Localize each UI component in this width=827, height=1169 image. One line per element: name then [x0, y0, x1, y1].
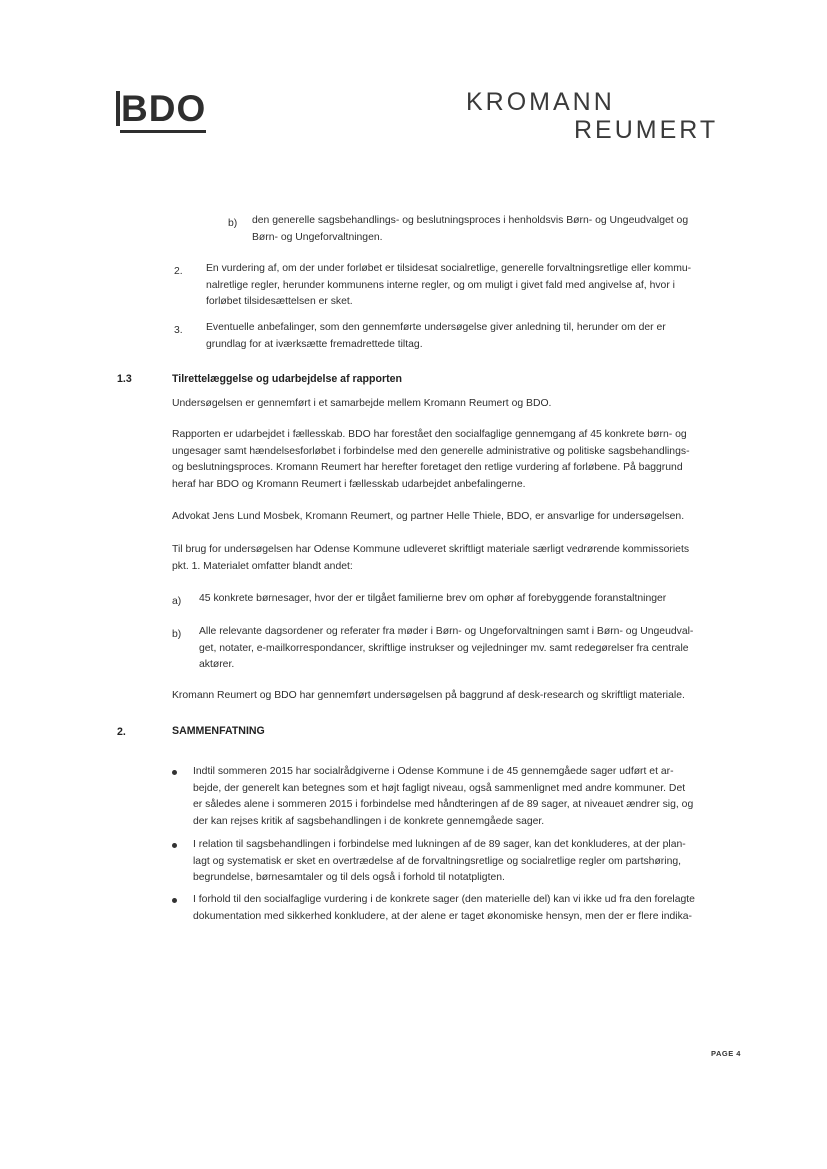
- list-marker-2: 2.: [174, 266, 183, 277]
- summary-bullet-2: [193, 837, 686, 887]
- text-line: I relation til sagsbehandlingen i forbindelse med lukningen af de 89 sager, kan det konkluderes, at der plan-: [193, 839, 686, 850]
- kromann-reumert-logo: [466, 88, 726, 144]
- section-1-3-para5: Kromann Reumert og BDO har gennemført undersøgelsen på baggrund af desk-research og skriftligt materiale.: [172, 690, 685, 701]
- bdo-logo-underline: [120, 130, 206, 133]
- list-item-2-text: [206, 261, 691, 311]
- section-2-title: SAMMENFATNING: [172, 725, 265, 737]
- text-line: nalretlige regler, herunder kommunens interne regler, og om muligt i givet fald med angivelse af, hvor i: [206, 279, 675, 291]
- text-line: bejde, der generelt kan betegnes som et højt fagligt niveau, også sammenlignet med andre kommuner. Det: [193, 782, 686, 794]
- section-1-3-para1: Undersøgelsen er gennemført i et samarbejde mellem Kromann Reumert og BDO.: [172, 398, 552, 409]
- list-marker-b2: b): [172, 629, 182, 640]
- list-item-3-text: [206, 320, 666, 353]
- text-line: ungesager samt hændelsesforløbet i forbindelse med den generelle administrative og politiske sagsbehandlings-: [172, 445, 690, 457]
- text-line: I forhold til den socialfaglige vurdering i de konkrete sager (den materielle del) kan vi ikke ud fra den forelagte: [193, 894, 695, 905]
- text-line: grundlag for at iværksætte fremadrettede tiltag.: [206, 338, 423, 350]
- list-marker-3: 3.: [174, 325, 183, 336]
- bdo-logo-bar: [116, 91, 120, 126]
- text-line: dokumentation med sikkerhed konkludere, at der alene er taget økonomiske hensyn, men der er flere indika-: [193, 910, 693, 922]
- kromann-logo-line1: KROMANN: [466, 88, 615, 116]
- section-2-number: 2.: [117, 726, 126, 738]
- summary-bullet-1: [193, 764, 693, 830]
- text-line: begrundelse, børnesamtaler og til dels også i forhold til notatpligten.: [193, 872, 505, 883]
- list-item-a-text: 45 konkrete børnesager, hvor der er tilgået familierne brev om ophør af forebyggende foranstaltninger: [199, 593, 667, 604]
- text-line: heraf har BDO og Kromann Reumert i fællesskab udarbejdet anbefalingerne.: [172, 478, 526, 490]
- section-1-3-number: 1.3: [117, 373, 132, 385]
- text-line: forløbet tilsidesættelsen er sket.: [206, 296, 353, 307]
- text-line: der kan rejses kritik af sagsbehandlingen i de konkrete gennemgåede sager.: [193, 815, 545, 827]
- section-1-3-title: Tilrettelæggelse og udarbejdelse af rapporten: [172, 373, 402, 385]
- section-1-3-para3: Advokat Jens Lund Mosbek, Kromann Reumert, og partner Helle Thiele, BDO, er ansvarlige for undersøgelsen.: [172, 511, 685, 522]
- text-line: den generelle sagsbehandlings- og beslutningsproces i henholdsvis Børn- og Ungeudvalget og: [252, 215, 689, 226]
- text-line: get, notater, e-mailkorrespondancer, skriftlige instrukser og vejledninger mv. samt redegørelser fra centrale: [199, 642, 689, 654]
- kromann-logo-line2: REUMERT: [574, 116, 719, 144]
- bullet-icon: [172, 898, 177, 903]
- list-item-b-text: [252, 213, 688, 246]
- summary-bullet-3: [193, 892, 695, 925]
- text-line: og beslutningsproces. Kromann Reumert har herefter foretaget den retlige vurdering af forløbene. På baggrund: [172, 462, 683, 473]
- page-number: PAGE 4: [711, 1049, 741, 1058]
- text-line: Alle relevante dagsordener og referater fra møder i Børn- og Ungeforvaltningen samt i Børn- og Ungeudval-: [199, 626, 694, 637]
- text-line: Til brug for undersøgelsen har Odense Kommune udleveret skriftligt materiale særligt vedrørende kommissoriets: [172, 544, 690, 555]
- bdo-logo: [116, 90, 206, 127]
- list-item-b2-text: [199, 624, 693, 674]
- text-line: Eventuelle anbefalinger, som den gennemførte undersøgelse giver anledning til, herunder om der er: [206, 322, 666, 333]
- text-line: Børn- og Ungeforvaltningen.: [252, 231, 383, 243]
- text-line: lagt og systematisk er sket en overtrædelse af de forvaltningsretlige og socialretlige regler om partshøring,: [193, 855, 682, 867]
- bullet-icon: [172, 770, 177, 775]
- text-line: Indtil sommeren 2015 har socialrådgiverne i Odense Kommune i de 45 gennemgåede sager udført et ar-: [193, 766, 674, 777]
- text-line: aktører.: [199, 659, 235, 670]
- bdo-logo-text: BDO: [121, 88, 207, 129]
- bullet-icon: [172, 843, 177, 848]
- text-line: pkt. 1. Materialet omfatter blandt andet:: [172, 560, 353, 572]
- text-line: er således alene i sommeren 2015 i forbindelse med håndteringen af de 89 sager, at niveauet ændrer sig, og: [193, 799, 694, 810]
- list-marker-b: b): [228, 218, 238, 229]
- section-1-3-para2: [172, 427, 690, 493]
- text-line: En vurdering af, om der under forløbet er tilsidesat socialretlige, generelle forvaltningsretlige eller kommu-: [206, 263, 692, 274]
- list-marker-a: a): [172, 596, 182, 607]
- section-1-3-para4: [172, 542, 689, 575]
- text-line: Rapporten er udarbejdet i fællesskab. BDO har forestået den socialfaglige gennemgang af 45 konkrete børn- og: [172, 429, 687, 440]
